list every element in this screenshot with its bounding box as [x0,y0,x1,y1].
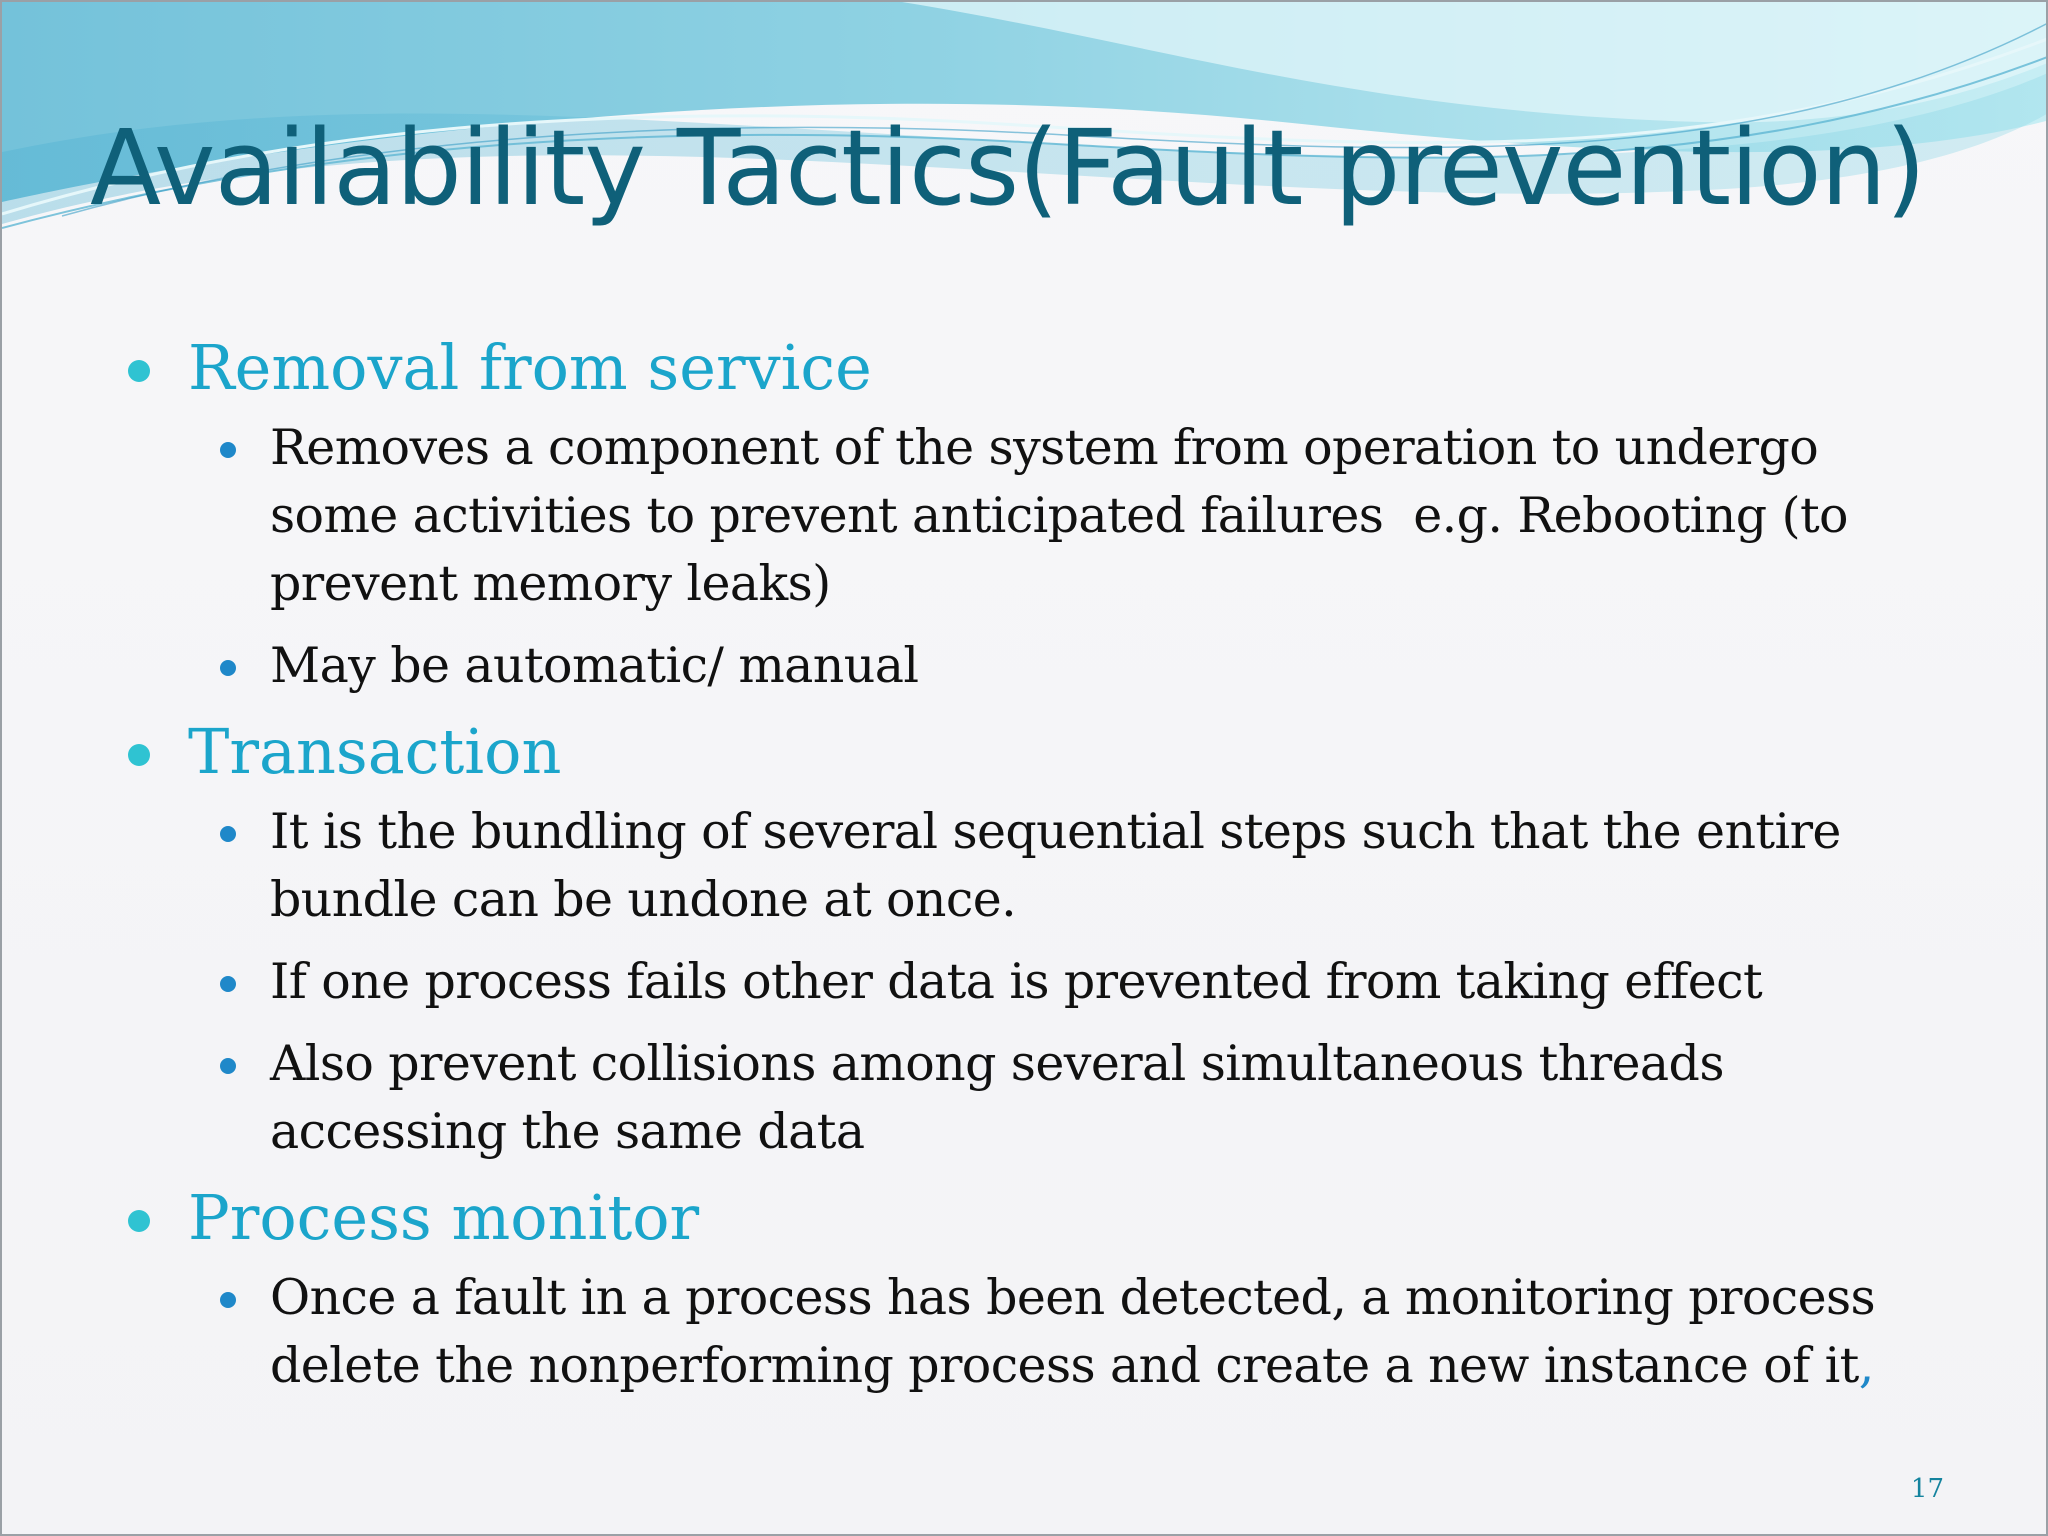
bullet-line: prevent memory leaks) [270,555,831,612]
sub-bullet-bundling [122,798,1902,934]
section-heading: Transaction [188,715,562,788]
bullet-transaction [122,714,1902,790]
level2-bullet-icon [220,1292,236,1308]
level1-bullet-icon [128,1210,150,1232]
section-heading: Process monitor [188,1181,700,1254]
level1-bullet-icon [128,360,150,382]
level2-bullet-icon [220,1058,236,1074]
sub-bullet-process-fails [122,948,1902,1016]
level1-bullet-icon [128,744,150,766]
bullet-line: accessing the same data [270,1103,865,1160]
bullet-line: If one process fails other data is prevented from taking effect [270,953,1763,1010]
bullet-process-monitor [122,1180,1902,1256]
bullet-line: Also prevent collisions among several simultaneous threads [270,1035,1724,1092]
sub-bullet-automatic-manual [122,632,1902,700]
level2-bullet-icon [220,976,236,992]
bullet-line: delete the nonperforming process and create a new instance of it [270,1337,1859,1394]
bullet-removal-from-service [122,330,1902,406]
page-number: 17 [1910,1474,1944,1504]
bullet-line: Once a fault in a process has been detected, a monitoring process [270,1269,1876,1326]
level2-bullet-icon [220,442,236,458]
level2-bullet-icon [220,660,236,676]
sub-bullet-removes-component [122,414,1902,618]
bullet-line: some activities to prevent anticipated failures e.g. Rebooting (to [270,487,1848,544]
sub-bullet-collisions [122,1030,1902,1166]
bullet-line: May be automatic/ manual [270,637,919,694]
bullet-line: It is the bundling of several sequential steps such that the entire [270,803,1841,860]
trailing-comma: , [1858,1337,1874,1394]
bullet-line: bundle can be undone at once. [270,871,1017,928]
level2-bullet-icon [220,826,236,842]
sub-bullet-monitoring-process [122,1264,1902,1400]
slide-body [122,330,1902,1414]
section-heading: Removal from service [188,331,872,404]
slide-title: Availability Tactics(Fault prevention) [90,107,1926,229]
bullet-line: Removes a component of the system from operation to undergo [270,419,1819,476]
